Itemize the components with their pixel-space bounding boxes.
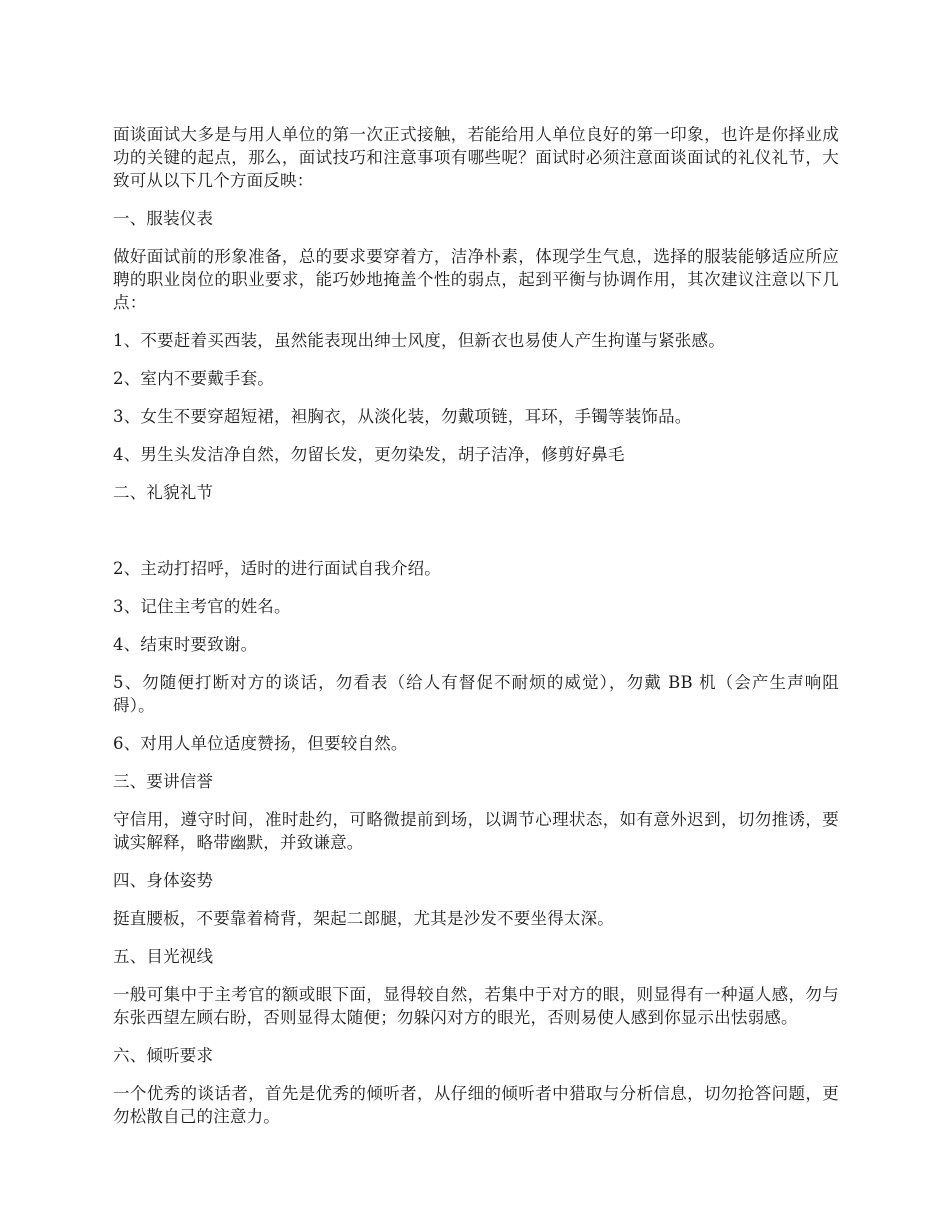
list-item: 3、记住主考官的姓名。 <box>113 597 291 616</box>
section-body-attire: 做好面试前的形象准备，总的要求要穿着方，洁净朴素，体现学生气息，选择的服装能够适应所应聘的职业岗位的职业要求，能巧妙地掩盖个性的弱点，起到平衡与协调作用，其次建议注意以下几点： <box>113 247 839 312</box>
section-body-credibility: 守信用，遵守时间，准时赴约，可略微提前到场，以调节心理状态，如有意外迟到，切勿推诱，要诚实解释，略带幽默，并致谦意。 <box>113 810 839 852</box>
section-heading-eye-contact: 五、目光视线 <box>113 947 214 966</box>
list-item: 2、主动打招呼，适时的进行面试自我介绍。 <box>113 559 441 578</box>
blank-line <box>113 519 839 542</box>
section-heading-listening: 六、倾听要求 <box>113 1046 214 1065</box>
section-heading-attire: 一、服装仪表 <box>113 209 214 228</box>
section-heading-credibility: 三、要讲信誉 <box>113 772 214 791</box>
list-item: 4、男生头发洁净自然，勿留长发，更勿染发，胡子洁净，修剪好鼻毛 <box>113 445 625 464</box>
document-page <box>113 123 839 1143</box>
list-item: 2、室内不要戴手套。 <box>113 369 274 388</box>
section-body-listening: 一个优秀的谈话者，首先是优秀的倾听者，从仔细的倾听者中猎取与分析信息，切勿抢答问题，更勿松散自己的注意力。 <box>113 1084 839 1126</box>
list-item: 5、勿随便打断对方的谈话，勿看表（给人有督促不耐烦的威觉），勿戴 BB 机（会产生声响阻碍）。 <box>113 673 839 715</box>
list-item: 1、不要赶着买西装，虽然能表现出绅士风度，但新衣也易使人产生拘谨与紧张感。 <box>113 331 725 350</box>
list-item: 4、结束时要致谢。 <box>113 635 258 654</box>
list-item: 6、对用人单位适度赞扬，但要较自然。 <box>113 734 408 753</box>
section-heading-posture: 四、身体姿势 <box>113 871 214 890</box>
section-body-eye-contact: 一般可集中于主考官的额或眼下面，显得较自然，若集中于对方的眼，则显得有一种逼人感，勿与东张西望左顾右盼，否则显得太随便；勿躲闪对方的眼光，否则易使人感到你显示出怯弱感。 <box>113 985 839 1027</box>
intro-paragraph: 面谈面试大多是与用人单位的第一次正式接触，若能给用人单位良好的第一印象，也许是你择业成功的关键的起点，那么，面试技巧和注意事项有哪些呢？面试时必须注意面谈面试的礼仪礼节，大致可从以下几个方面反映： <box>113 125 839 190</box>
section-heading-etiquette: 二、礼貌礼节 <box>113 483 214 502</box>
list-item: 3、女生不要穿超短裙，袒胸衣，从淡化装，勿戴项链，耳环，手镯等装饰品。 <box>113 407 692 426</box>
section-body-posture: 挺直腰板，不要靠着椅背，架起二郎腿，尤其是沙发不要坐得太深。 <box>113 909 614 928</box>
